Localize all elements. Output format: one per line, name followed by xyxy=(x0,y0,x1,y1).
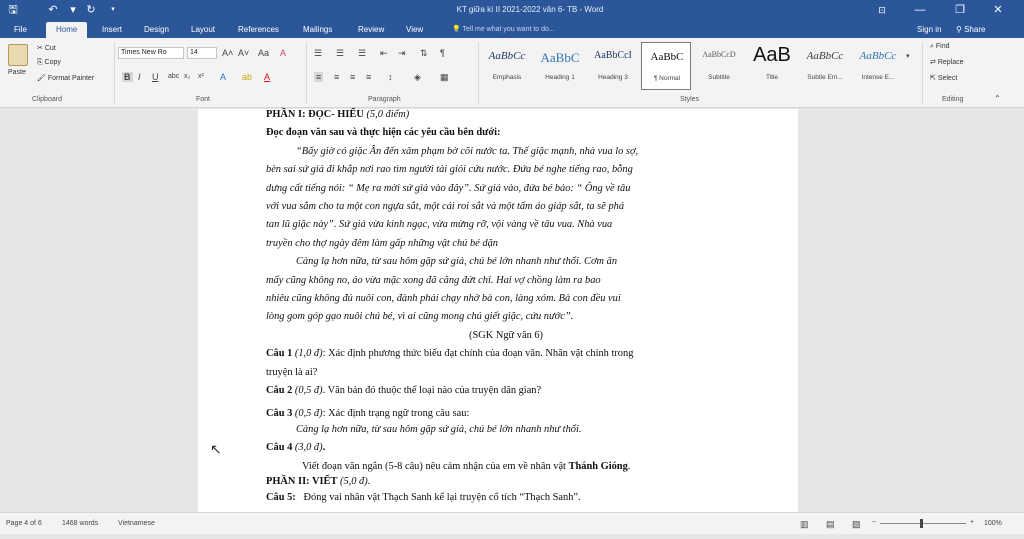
style-name: Intense E... xyxy=(861,74,895,81)
sort-icon[interactable]: ⇅ xyxy=(420,48,428,58)
replace-icon: ⇄ xyxy=(930,59,938,66)
scissors-icon: ✂ xyxy=(37,45,45,52)
format-painter-button[interactable]: 🖌 Format Painter xyxy=(37,75,95,82)
page-count[interactable]: Page 4 of 6 xyxy=(6,520,42,527)
style-emphasis[interactable] xyxy=(482,42,532,90)
style-sample: AaB xyxy=(753,44,791,66)
highlight-icon[interactable]: ab xyxy=(242,72,253,82)
ribbon-display-options-icon[interactable]: ⊡ xyxy=(878,5,886,15)
style-sample: AaBbCc xyxy=(859,50,897,62)
style-name: Heading 3 xyxy=(598,74,628,81)
ribbon-home xyxy=(0,38,1024,108)
style-subtle-emphasis[interactable] xyxy=(800,42,850,90)
find-button[interactable]: ⌕ Find xyxy=(930,43,950,50)
style-heading-3[interactable] xyxy=(588,42,638,90)
undo-icon[interactable]: ↶ xyxy=(48,4,58,16)
shrink-font-icon[interactable]: A˅ xyxy=(238,48,250,58)
restore-button[interactable]: ❐ xyxy=(955,4,965,16)
zoom-slider[interactable] xyxy=(880,523,966,524)
subscript-icon[interactable]: x₂ xyxy=(184,73,191,80)
style-name: Subtitle xyxy=(708,74,730,81)
numbering-icon[interactable]: ☰ xyxy=(336,48,345,58)
tab-file[interactable]: File xyxy=(14,25,27,34)
collapse-ribbon-icon[interactable]: ⌃ xyxy=(994,94,1001,103)
passage-line: truyền cho thợ ngày đêm làm gấp những vật chú bé dặn xyxy=(266,237,498,249)
select-button[interactable]: ⇱ Select xyxy=(930,75,958,82)
bullets-icon[interactable]: ☰ xyxy=(314,48,323,58)
style-title[interactable] xyxy=(747,42,797,90)
borders-icon[interactable]: ▦ xyxy=(440,72,449,82)
style-name: ¶ Normal xyxy=(653,75,681,82)
bold-icon[interactable]: B xyxy=(124,72,131,82)
web-layout-icon[interactable]: ▧ xyxy=(852,519,861,529)
document-content[interactable] xyxy=(266,106,746,531)
zoom-in-icon[interactable]: + xyxy=(970,519,975,526)
passage-line: bèn sai sứ giả đi khắp nơi rao tìm người tài giỏi cứu nước. Đứa bé nghe tiếng rao, bỗng xyxy=(266,164,633,176)
copy-icon: ⎘ xyxy=(37,59,45,66)
word-count[interactable]: 1468 words xyxy=(62,520,99,527)
mouse-cursor-icon: ↖ xyxy=(210,441,222,457)
style-intense-emphasis[interactable] xyxy=(853,42,903,90)
document-title: KT giữa kì II 2021-2022 văn 6- TB - Word xyxy=(456,5,604,14)
customize-quick-access-icon[interactable]: ▾ xyxy=(111,6,115,13)
passage-line: tan lũ giặc này”. Sứ giả vừa kinh ngạc, vừa mừng rỡ, vội vàng về tâu vua. Nhà vua xyxy=(266,219,613,231)
document-area xyxy=(0,109,1024,512)
sign-in-link[interactable]: Sign in xyxy=(917,25,942,34)
print-layout-icon[interactable]: ▤ xyxy=(826,519,835,529)
font-name-box[interactable]: Times New Ro xyxy=(118,47,184,59)
text-effects-icon[interactable]: A xyxy=(220,72,227,82)
copy-button[interactable]: ⎘ Copy xyxy=(37,59,61,66)
tab-layout[interactable]: Layout xyxy=(191,25,216,34)
tab-mailings[interactable]: Mailings xyxy=(303,25,333,34)
passage-line: nhiêu cũng không đủ nuôi con, đành phải chạy nhờ bà con, làng xóm. Bà con đều vui xyxy=(266,293,621,305)
brush-icon: 🖌 xyxy=(37,75,48,82)
tab-references[interactable]: References xyxy=(238,25,279,34)
style-sample: AaBbCcD xyxy=(702,50,736,59)
style-heading-1[interactable] xyxy=(535,42,585,90)
style-subtitle[interactable] xyxy=(694,42,744,90)
passage-line: mấy cũng không no, áo vừa mặc xong đã căng đứt chỉ. Hai vợ chồng làm ra bao xyxy=(266,274,601,286)
ribbon-tabs xyxy=(0,20,1024,38)
styles-more-icon[interactable]: ▾ xyxy=(906,53,910,60)
paste-button-label[interactable]: Paste xyxy=(8,69,26,76)
style-sample: AaBbCcI xyxy=(594,50,632,61)
question-3-quote: Càng lạ hơn nữa, từ sau hôm gặp sứ giả, chú bé lớn nhanh như thổi. xyxy=(296,423,582,435)
save-icon[interactable]: 🖫 xyxy=(8,4,18,16)
style-name: Heading 1 xyxy=(545,74,575,81)
cursor-select-icon: ⇱ xyxy=(930,75,938,82)
style-name: Title xyxy=(765,74,779,81)
passage-line: dưng cất tiếng nói: “ Mẹ ra mời sứ giả vào đây”. Sứ giả vào, đứa bé bảo: “ Ông về tâu xyxy=(266,182,631,194)
section-heading: PHẦN I: ĐỌC- HIỂU xyxy=(266,109,364,120)
strikethrough-icon[interactable]: abc xyxy=(168,73,180,80)
question-2: Câu 2 (0,5 đ). Văn bản đó thuộc thể loại nào của truyện dân gian? xyxy=(266,385,542,397)
shading-icon[interactable]: ◈ xyxy=(414,72,421,82)
grow-font-icon[interactable]: A˄ xyxy=(222,48,234,58)
question-1: Câu 1 (1,0 đ): Xác định phương thức biểu đạt chính của đoạn văn. Nhân vật chính trong xyxy=(266,348,634,360)
replace-button[interactable]: ⇄ Replace xyxy=(930,59,964,66)
align-center-icon[interactable]: ≡ xyxy=(334,72,340,82)
passage-line: Càng lạ hơn nữa, từ sau hôm gặp sứ giả, chú bé lớn nhanh như thổi. Cơm ăn xyxy=(296,256,618,268)
divider xyxy=(478,42,479,104)
close-button[interactable]: ✕ xyxy=(993,4,1003,16)
passage-line: với vua sắm cho ta một con ngựa sắt, một cái roi sắt và một tấm áo giáp sắt, ta sẽ phá xyxy=(266,201,625,213)
question-4: Câu 4 (3,0 đ). xyxy=(266,442,326,454)
style-sample: AaBbCc xyxy=(488,50,526,62)
undo-dropdown-icon[interactable]: ▾ xyxy=(70,4,76,16)
part-2-heading: PHẦN II: VIẾT (5,0 đ). xyxy=(266,476,371,488)
italic-icon[interactable]: I xyxy=(138,72,141,82)
editing-group-label: Editing xyxy=(942,96,964,103)
align-left-icon[interactable]: ≡ xyxy=(316,72,322,82)
clear-formatting-icon[interactable]: A xyxy=(280,48,287,58)
question-5: Câu 5: Đóng vai nhân vật Thạch Sanh kể lại truyện cổ tích “Thạch Sanh”. xyxy=(266,491,581,503)
multilevel-list-icon[interactable]: ☰ xyxy=(358,48,367,58)
status-bar xyxy=(0,512,1024,534)
font-size-box[interactable]: 14 xyxy=(187,47,217,59)
tab-home[interactable]: Home xyxy=(46,22,87,38)
superscript-icon[interactable]: x² xyxy=(198,73,204,80)
justify-icon[interactable]: ≡ xyxy=(366,72,372,82)
font-color-icon[interactable]: A xyxy=(264,72,271,82)
divider xyxy=(306,42,307,104)
zoom-level[interactable]: 100% xyxy=(984,520,1002,527)
style-sample: AaBbC xyxy=(540,50,580,65)
styles-group-label: Styles xyxy=(680,96,700,103)
source-citation: (SGK Ngữ văn 6) xyxy=(468,329,544,341)
share-button[interactable]: ⚲ Share xyxy=(956,25,986,34)
search-icon: ⌕ xyxy=(930,43,936,50)
style-sample: AaBbC xyxy=(650,51,684,63)
paragraph-group-label: Paragraph xyxy=(368,96,401,103)
zoom-slider-thumb[interactable] xyxy=(920,519,923,528)
font-group-label: Font xyxy=(196,96,211,103)
passage-line: “Bấy giờ có giặc Ân đến xâm phạm bờ cõi nước ta. Thế giặc mạnh, nhà vua lo sợ, xyxy=(296,145,639,157)
divider xyxy=(922,42,923,104)
underline-icon[interactable]: U xyxy=(152,72,159,82)
lightbulb-icon: 💡 xyxy=(452,26,463,33)
language-indicator[interactable]: Vietnamese xyxy=(118,520,155,527)
style-name: Emphasis xyxy=(492,74,522,81)
question-1-cont: truyện là ai? xyxy=(266,366,318,378)
passage-line: lòng gom góp gạo nuôi chú bé, vì ai cũng mong chú giết giặc, cứu nước”. xyxy=(266,311,574,323)
style-normal[interactable] xyxy=(641,42,691,90)
document-page[interactable] xyxy=(198,109,798,529)
question-3: Câu 3 (0,5 đ): Xác định trạng ngữ trong câu sau: xyxy=(266,407,470,419)
tab-view[interactable]: View xyxy=(406,25,424,34)
show-marks-icon[interactable]: ¶ xyxy=(440,48,445,58)
zoom-out-icon[interactable]: − xyxy=(872,519,877,526)
person-icon: ⚲ xyxy=(956,25,965,34)
line-spacing-icon[interactable]: ↕ xyxy=(388,72,393,82)
tab-design[interactable]: Design xyxy=(144,25,169,34)
increase-indent-icon[interactable]: ⇥ xyxy=(398,48,406,58)
style-sample: AaBbCc xyxy=(806,50,844,62)
style-name: Subtle Em... xyxy=(807,74,843,81)
instruction: Đọc đoạn văn sau và thực hiện các yêu cầu bên dưới: xyxy=(266,127,501,139)
decrease-indent-icon[interactable]: ⇤ xyxy=(380,48,388,58)
score-note: (5,0 điểm) xyxy=(366,109,410,120)
minimize-button[interactable]: — xyxy=(914,4,926,16)
cut-button[interactable]: ✂ Cut xyxy=(37,45,56,52)
question-4-text: Viết đoạn văn ngắn (5-8 câu) nêu cảm nhận của em về nhân vật Thánh Gióng. xyxy=(302,460,631,472)
change-case-icon[interactable]: Aa xyxy=(258,48,270,58)
title-bar xyxy=(0,0,1024,20)
align-right-icon[interactable]: ≡ xyxy=(350,72,356,82)
divider xyxy=(114,42,115,104)
read-mode-icon[interactable]: ▥ xyxy=(800,519,809,529)
paste-icon[interactable] xyxy=(8,44,28,66)
clipboard-group-label: Clipboard xyxy=(32,96,62,103)
redo-icon[interactable]: ↻ xyxy=(86,4,96,16)
tell-me-box[interactable]: 💡 Tell me what you want to do... xyxy=(452,26,555,33)
tab-insert[interactable]: Insert xyxy=(102,25,123,34)
tab-review[interactable]: Review xyxy=(358,25,385,34)
